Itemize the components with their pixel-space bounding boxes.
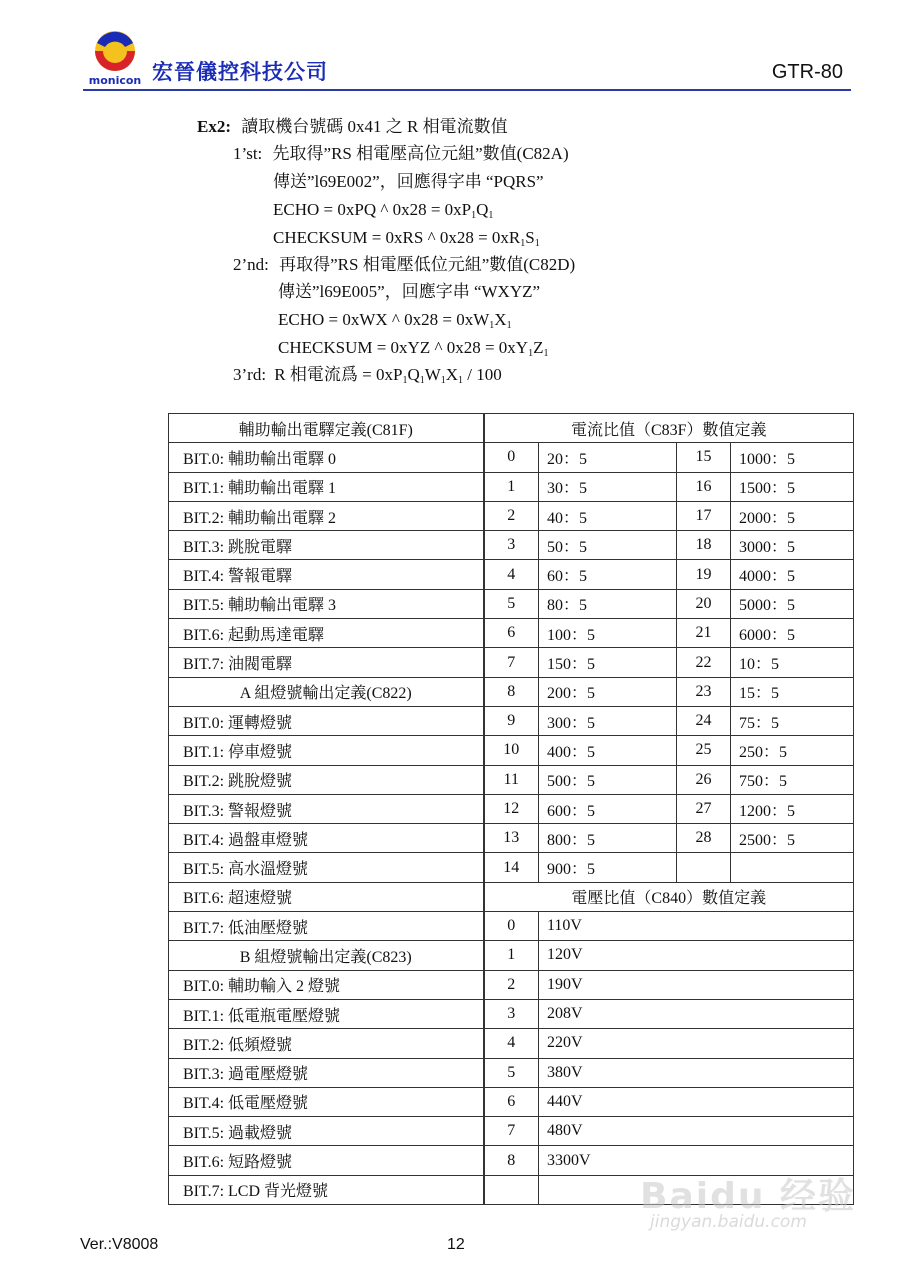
ct-ratio-cell: 2500：5 (731, 824, 854, 853)
group-b-bit: BIT.1: 低電瓶電壓燈號 (169, 999, 484, 1028)
table-row (169, 414, 854, 443)
pt-index-cell: 2 (484, 970, 539, 999)
group-a-bit: BIT.0: 運轉燈號 (169, 706, 484, 735)
pt-voltage-cell: 110V (539, 912, 854, 941)
ct-index-cell: 2 (484, 501, 539, 530)
table-row (169, 619, 854, 648)
table-row (169, 824, 854, 853)
group-a-bit: BIT.5: 高水溫燈號 (169, 853, 484, 882)
ct-index-cell: 22 (677, 648, 731, 677)
pt-index-cell: 6 (484, 1087, 539, 1116)
ct-ratio-cell: 300：5 (539, 706, 677, 735)
ct-index-cell: 27 (677, 794, 731, 823)
pt-index-cell: 5 (484, 1058, 539, 1087)
group-b-bit: BIT.4: 低電壓燈號 (169, 1087, 484, 1116)
ct-ratio-cell: 1200：5 (731, 794, 854, 823)
ct-ratio-cell: 4000：5 (731, 560, 854, 589)
step3-label: 3’rd: (233, 365, 267, 384)
ct-index-cell: 19 (677, 560, 731, 589)
ct-ratio-cell: 1000：5 (731, 443, 854, 472)
ct-ratio-cell: 60：5 (539, 560, 677, 589)
ct-ratio-cell: 15：5 (731, 677, 854, 706)
group-a-bit: BIT.7: 低油壓燈號 (169, 912, 484, 941)
ct-ratio-header: 電流比值（C83F）數值定義 (484, 414, 854, 443)
pt-voltage-cell: 208V (539, 999, 854, 1028)
ct-ratio-cell: 800：5 (539, 824, 677, 853)
ct-index-cell: 6 (484, 619, 539, 648)
header-divider (83, 89, 851, 91)
ct-index-cell: 4 (484, 560, 539, 589)
aux-relay-bit: BIT.7: 油閥電驛 (169, 648, 484, 677)
table-row (169, 1058, 854, 1087)
ct-index-cell: 11 (484, 765, 539, 794)
watermark-url: jingyan.baidu.com (650, 1212, 807, 1232)
table-row (169, 560, 854, 589)
page-header (0, 0, 905, 100)
aux-relay-bit: BIT.6: 起動馬達電驛 (169, 619, 484, 648)
table-row (169, 794, 854, 823)
aux-relay-bit: BIT.5: 輔助輸出電驛 3 (169, 589, 484, 618)
pt-index-cell: 8 (484, 1146, 539, 1175)
group-a-bit: BIT.3: 警報燈號 (169, 794, 484, 823)
watermark-brand: Baidu 经验 (640, 1176, 857, 1217)
ct-index-cell: 21 (677, 619, 731, 648)
step2-label: 2’nd: (233, 255, 269, 274)
ct-ratio-cell: 50：5 (539, 531, 677, 560)
ct-ratio-cell: 500：5 (539, 765, 677, 794)
ct-index-cell: 7 (484, 648, 539, 677)
group-a-bit: BIT.1: 停車燈號 (169, 736, 484, 765)
aux-relay-bit: BIT.3: 跳脫電驛 (169, 531, 484, 560)
ct-index-cell: 10 (484, 736, 539, 765)
aux-relay-bit: BIT.0: 輔助輸出電驛 0 (169, 443, 484, 472)
table-row (169, 765, 854, 794)
group-a-header: A 組燈號輸出定義(C822) (169, 677, 484, 706)
ct-ratio-cell: 75：5 (731, 706, 854, 735)
table-row (169, 1117, 854, 1146)
table-row (169, 882, 854, 911)
pt-voltage-cell: 480V (539, 1117, 854, 1146)
table-row (169, 912, 854, 941)
group-a-bit: BIT.6: 超速燈號 (169, 882, 484, 911)
step1-echo: ECHO = 0xPQ ^ $0x28 = 0xP_1Q_1$ (273, 200, 494, 221)
ct-index-cell: 3 (484, 531, 539, 560)
ct-index-cell: 20 (677, 589, 731, 618)
group-a-bit: BIT.4: 過盤車燈號 (169, 824, 484, 853)
group-b-bit: BIT.2: 低頻燈號 (169, 1029, 484, 1058)
step2-checksum: CHECKSUM = 0xYZ ^ $0x28 = 0xY_1Z_1$ (278, 338, 549, 359)
example-title-desc: 讀取機台號碼 0x41 之 R 相電流數值 (241, 117, 508, 136)
ct-index-cell: 28 (677, 824, 731, 853)
pt-ratio-header: 電壓比值（C840）數值定義 (484, 882, 854, 911)
group-b-bit: BIT.6: 短路燈號 (169, 1146, 484, 1175)
ct-ratio-cell: 5000：5 (731, 589, 854, 618)
ct-ratio-cell: 600：5 (539, 794, 677, 823)
example-title: Ex2: (197, 117, 231, 136)
pt-voltage-cell: 220V (539, 1029, 854, 1058)
ct-ratio-cell: 750：5 (731, 765, 854, 794)
aux-relay-bit: BIT.2: 輔助輸出電驛 2 (169, 501, 484, 530)
table-row (169, 1087, 854, 1116)
ct-ratio-cell: 20：5 (539, 443, 677, 472)
pt-voltage-cell: 190V (539, 970, 854, 999)
ct-index-cell: 26 (677, 765, 731, 794)
page-number: 12 (447, 1236, 465, 1253)
ct-ratio-cell: 3000：5 (731, 531, 854, 560)
company-name: 宏晉儀控科技公司 (152, 60, 328, 84)
group-a-bit: BIT.2: 跳脫燈號 (169, 765, 484, 794)
ct-index-cell: 16 (677, 472, 731, 501)
group-b-header: B 組燈號輸出定義(C823) (169, 941, 484, 970)
ct-index-cell: 12 (484, 794, 539, 823)
ct-index-cell: 8 (484, 677, 539, 706)
table-row (169, 531, 854, 560)
ct-index-cell (677, 853, 731, 882)
step2-desc: 再取得”RS 相電壓低位元組”數值(C82D) (279, 255, 576, 274)
ct-index-cell: 25 (677, 736, 731, 765)
group-b-bit: BIT.3: 過電壓燈號 (169, 1058, 484, 1087)
ct-ratio-cell: 10：5 (731, 648, 854, 677)
step3-result: R 相電流爲 = $0xP_1Q_1W_1X_1 / 100$ (274, 365, 502, 386)
ct-ratio-cell: 2000：5 (731, 501, 854, 530)
step2-send: 傳送”l69E005”，回應字串 “WXYZ” (278, 282, 541, 301)
pt-voltage-cell: 380V (539, 1058, 854, 1087)
pt-index-cell: 0 (484, 912, 539, 941)
group-b-bit: BIT.0: 輔助輸入 2 燈號 (169, 970, 484, 999)
ct-ratio-cell (731, 853, 854, 882)
table-row (169, 999, 854, 1028)
pt-voltage-cell: 440V (539, 1087, 854, 1116)
step1-label: 1’st: (233, 144, 263, 163)
ct-ratio-cell: 80：5 (539, 589, 677, 618)
ct-index-cell: 24 (677, 706, 731, 735)
table-row (169, 853, 854, 882)
ct-index-cell: 5 (484, 589, 539, 618)
step1-desc: 先取得”RS 相電壓高位元組”數值(C82A) (272, 144, 569, 163)
definition-table (168, 413, 854, 1205)
pt-index-cell: 7 (484, 1117, 539, 1146)
monicon-logo (83, 27, 147, 89)
table-row (169, 589, 854, 618)
aux-relay-bit: BIT.4: 警報電驛 (169, 560, 484, 589)
pt-voltage-cell: 3300V (539, 1146, 854, 1175)
ct-ratio-cell: 250：5 (731, 736, 854, 765)
pt-index-cell: 1 (484, 941, 539, 970)
table-row (169, 970, 854, 999)
ct-ratio-cell: 40：5 (539, 501, 677, 530)
table-row (169, 941, 854, 970)
ct-ratio-cell: 100：5 (539, 619, 677, 648)
ct-index-cell: 14 (484, 853, 539, 882)
step2-echo: ECHO = 0xWX ^ $0x28 = 0xW_1X_1$ (278, 310, 512, 331)
logo-wordmark: monicon (88, 74, 142, 87)
ct-ratio-cell: 150：5 (539, 648, 677, 677)
ct-ratio-cell: 6000：5 (731, 619, 854, 648)
baidu-watermark (640, 1150, 860, 1245)
pt-index-cell (484, 1175, 539, 1204)
ct-index-cell: 1 (484, 472, 539, 501)
footer-version: Ver.:V8008 (80, 1236, 159, 1253)
ct-index-cell: 15 (677, 443, 731, 472)
group-b-bit: BIT.5: 過載燈號 (169, 1117, 484, 1146)
step1-send: 傳送”l69E002”，回應得字串 “PQRS” (273, 172, 544, 191)
step3-line (233, 361, 502, 394)
table-row (169, 706, 854, 735)
group-b-bit: BIT.7: LCD 背光燈號 (169, 1175, 484, 1204)
ct-index-cell: 9 (484, 706, 539, 735)
pt-index-cell: 4 (484, 1029, 539, 1058)
pt-index-cell: 3 (484, 999, 539, 1028)
table-row (169, 472, 854, 501)
table-row (169, 443, 854, 472)
document-code: GTR-80 (771, 61, 843, 83)
ct-ratio-cell: 200：5 (539, 677, 677, 706)
step1-line (233, 140, 569, 167)
ct-ratio-cell: 400：5 (539, 736, 677, 765)
table-row (169, 501, 854, 530)
aux-relay-bit: BIT.1: 輔助輸出電驛 1 (169, 472, 484, 501)
ct-ratio-cell: 900：5 (539, 853, 677, 882)
ct-index-cell: 23 (677, 677, 731, 706)
table-row (169, 736, 854, 765)
table-row (169, 1029, 854, 1058)
pt-voltage-cell: 120V (539, 941, 854, 970)
table-row (169, 648, 854, 677)
step1-checksum: CHECKSUM = 0xRS ^ $0x28 = 0xR_1S_1$ (273, 228, 540, 249)
example-title-line (197, 113, 508, 140)
ct-index-cell: 17 (677, 501, 731, 530)
table-row (169, 677, 854, 706)
ct-ratio-cell: 1500：5 (731, 472, 854, 501)
ct-ratio-cell: 30：5 (539, 472, 677, 501)
ct-index-cell: 0 (484, 443, 539, 472)
ct-index-cell: 13 (484, 824, 539, 853)
ct-index-cell: 18 (677, 531, 731, 560)
aux-relay-header: 輔助輸出電驛定義(C81F) (169, 414, 484, 443)
step2-line (233, 251, 575, 278)
